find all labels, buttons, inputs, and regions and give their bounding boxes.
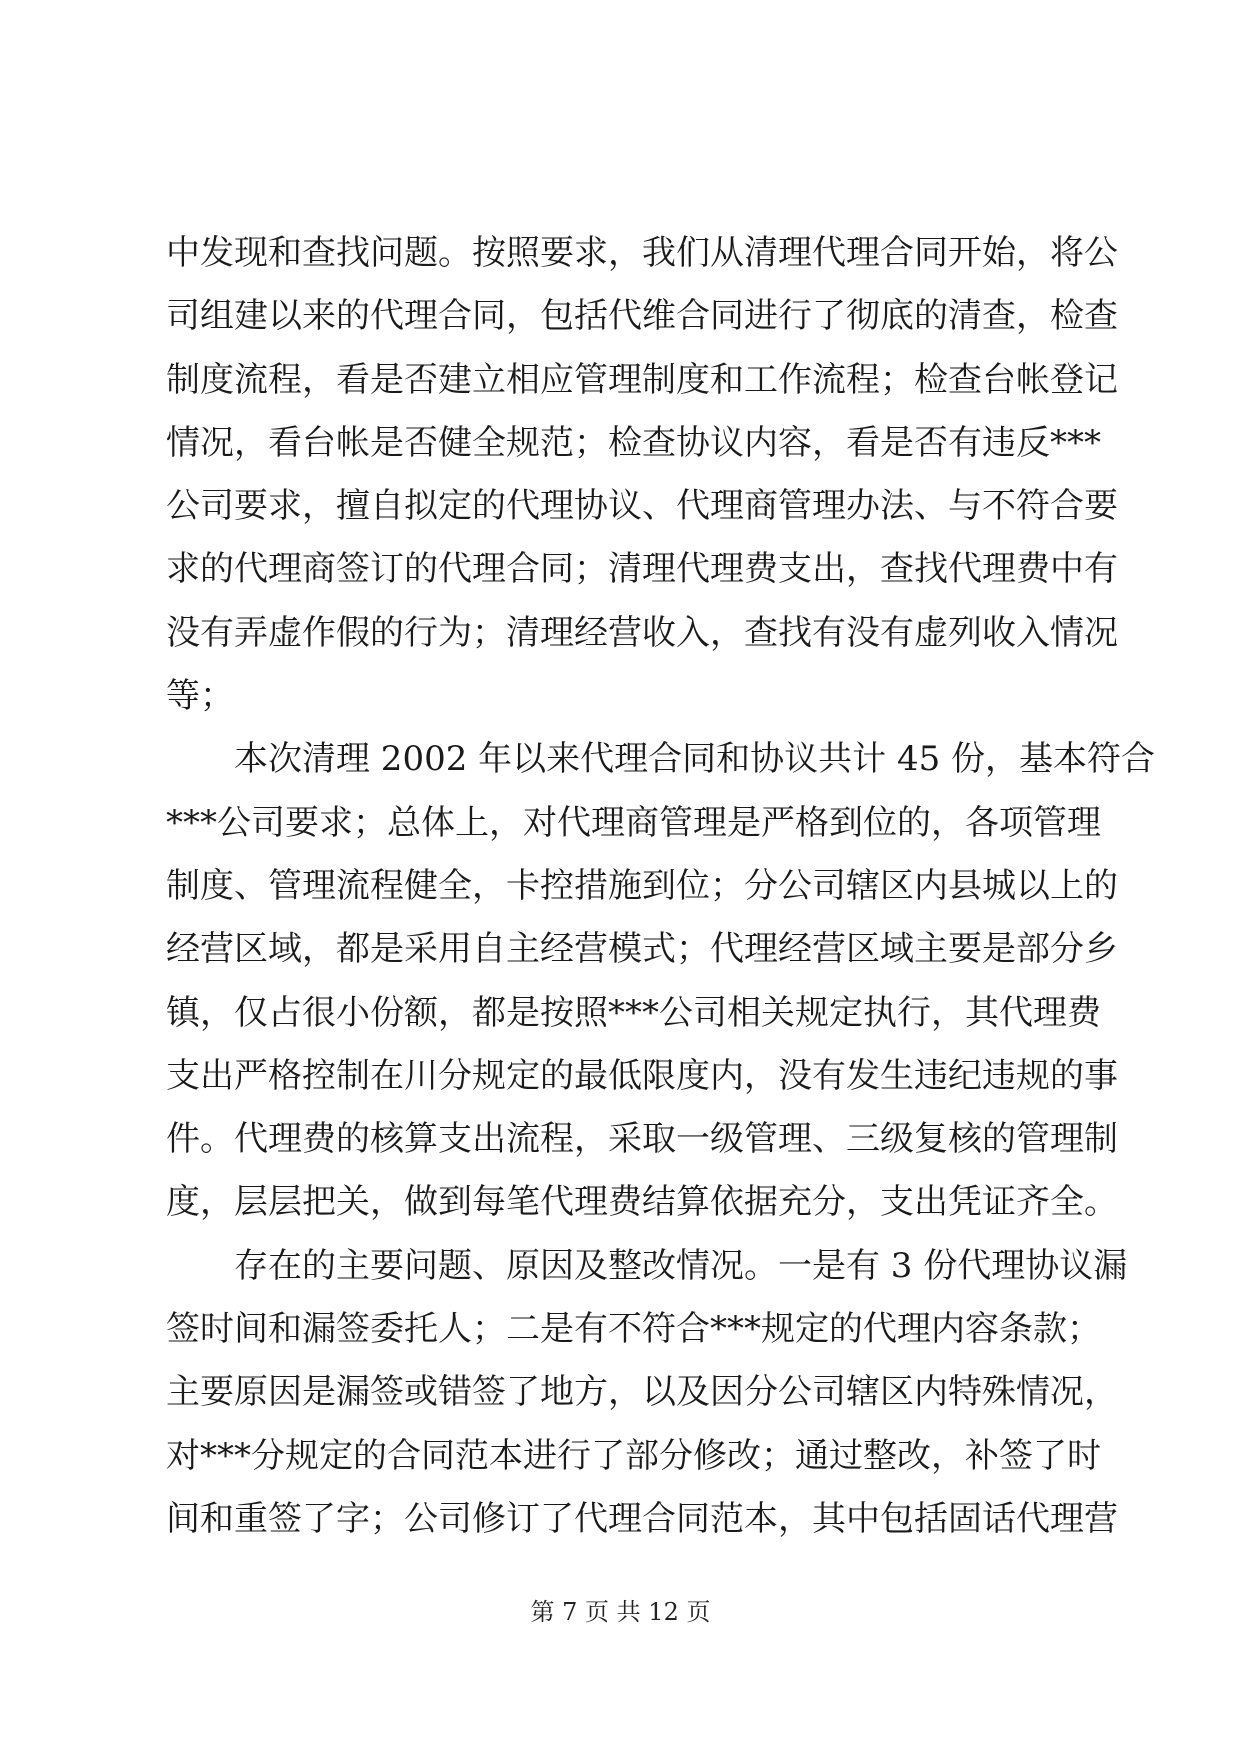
text-line: 没有弄虚作假的行为；清理经营收入，查找有没有虚列收入情况 — [166, 612, 1118, 653]
document-body — [166, 222, 1156, 1551]
text-line: 主要原因是漏签或错签了地方，以及因分公司辖区内特殊情况， — [166, 1372, 1118, 1413]
text-line: 支出严格控制在川分规定的最低限度内，没有发生违纪违规的事 — [166, 1055, 1118, 1096]
text-line: 求的代理商签订的代理合同；清理代理费支出，查找代理费中有 — [166, 549, 1118, 590]
text-line: 间和重签了字；公司修订了代理合同范本，其中包括固话代理营 — [166, 1498, 1118, 1539]
text-line: 等； — [166, 676, 234, 717]
text-line: 镇，仅占很小份额，都是按照***公司相关规定执行，其代理费 — [166, 992, 1101, 1033]
text-line: 本次清理 2002 年以来代理合同和协议共计 45 份，基本符合 — [166, 739, 1156, 780]
text-line: 中发现和查找问题。按照要求，我们从清理代理合同开始，将公 — [166, 233, 1118, 273]
text-line: 存在的主要问题、原因及整改情况。一是有 3 份代理协议漏 — [166, 1245, 1128, 1286]
text-line: ***公司要求；总体上，对代理商管理是严格到位的，各项管理 — [166, 802, 1101, 843]
text-line: 公司要求，擅自拟定的代理协议、代理商管理办法、与不符合要 — [166, 486, 1118, 527]
text-line: 件。代理费的核算支出流程，采取一级管理、三级复核的管理制 — [166, 1119, 1118, 1160]
page-number-footer: 第 7 页 共 12 页 — [530, 1598, 711, 1626]
text-line: 对***分规定的合同范本进行了部分修改；通过整改，补签了时 — [166, 1435, 1101, 1476]
text-line: 制度、管理流程健全，卡控措施到位；分公司辖区内县城以上的 — [166, 865, 1118, 906]
text-line: 度，层层把关，做到每笔代理费结算依据充分，支出凭证齐全。 — [166, 1182, 1118, 1223]
text-line: 情况，看台帐是否健全规范；检查协议内容，看是否有违反*** — [166, 422, 1101, 463]
text-line: 经营区域，都是采用自主经营模式；代理经营区域主要是部分乡 — [166, 929, 1118, 970]
text-line: 签时间和漏签委托人；二是有不符合***规定的代理内容条款； — [166, 1309, 1101, 1350]
text-line: 司组建以来的代理合同，包括代维合同进行了彻底的清查，检查 — [166, 296, 1118, 337]
text-line: 制度流程，看是否建立相应管理制度和工作流程；检查台帐登记 — [166, 359, 1118, 400]
